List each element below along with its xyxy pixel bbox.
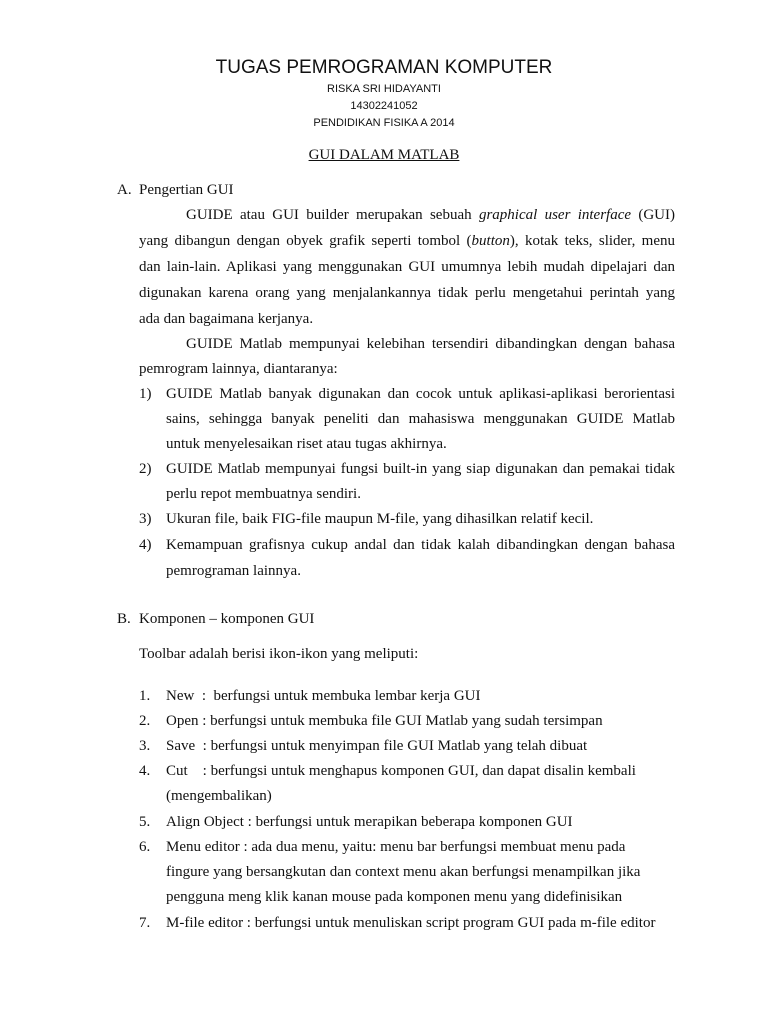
para1-line4: digunakan karena orang yang menjalankannya tidak perlu mengetahui perintah yang <box>139 285 675 301</box>
list-a-item-4-line1: Kemampuan grafisnya cukup andal dan tidak kalah dibandingkan dengan bahasa <box>166 537 675 553</box>
para2-line2: pemrogram lainnya, diantaranya: <box>139 361 338 377</box>
list-b-item-2: Open : berfungsi untuk membuka file GUI Matlab yang sudah tersimpan <box>166 713 603 729</box>
para1-line5: ada dan bagaimana kerjanya. <box>139 311 314 327</box>
section-a-marker: A. <box>117 182 132 198</box>
list-b-item-7: M-file editor : berfungsi untuk menuliskan script program GUI pada m-file editor <box>166 915 656 931</box>
section-a-heading: Pengertian GUI <box>139 182 234 198</box>
list-b-item-6-line1: Menu editor : ada dua menu, yaitu: menu bar berfungsi membuat menu pada <box>166 839 626 855</box>
document-title: TUGAS PEMROGRAMAN KOMPUTER <box>215 57 553 78</box>
study-program: PENDIDIKAN FISIKA A 2014 <box>313 117 455 129</box>
section-b-marker: B. <box>117 611 131 627</box>
list-b-marker-1: 1. <box>139 688 151 704</box>
list-a-item-3-line1: Ukuran file, baik FIG-file maupun M-file, yang dihasilkan relatif kecil. <box>166 511 594 527</box>
list-b-item-1: New : berfungsi untuk membuka lembar kerja GUI <box>166 688 481 704</box>
para2-line1: GUIDE Matlab mempunyai kelebihan tersendiri dibandingkan dengan bahasa <box>186 336 675 352</box>
list-a-item-1-line1: GUIDE Matlab banyak digunakan dan cocok untuk aplikasi-aplikasi berorientasi <box>166 386 675 402</box>
para1-line3: dan lain-lain. Aplikasi yang menggunakan GUI umumnya lebih mudah dipelajari dan <box>139 259 675 275</box>
para1-line2: yang dibangun dengan obyek grafik seperti tombol (button), kotak teks, slider, menu <box>139 233 675 249</box>
list-a-marker-1: 1) <box>139 386 152 402</box>
list-b-marker-2: 2. <box>139 713 151 729</box>
author-name: RISKA SRI HIDAYANTI <box>327 83 441 95</box>
document-subject: GUI DALAM MATLAB <box>308 147 460 163</box>
list-a-marker-4: 4) <box>139 537 152 553</box>
list-a-item-1-line3: untuk menyelesaikan riset atau tugas akhirnya. <box>166 436 447 452</box>
student-id: 14302241052 <box>350 100 418 112</box>
para1-line1: GUIDE atau GUI builder merupakan sebuah graphical user interface (GUI) <box>186 207 675 223</box>
list-b-marker-5: 5. <box>139 814 151 830</box>
section-b-intro: Toolbar adalah berisi ikon-ikon yang meliputi: <box>139 646 419 662</box>
list-b-marker-6: 6. <box>139 839 151 855</box>
list-b-item-4-line2: (mengembalikan) <box>166 788 272 804</box>
list-a-marker-2: 2) <box>139 461 152 477</box>
list-a-item-4-line2: pemrograman lainnya. <box>166 563 301 579</box>
list-b-marker-7: 7. <box>139 915 151 931</box>
list-a-marker-3: 3) <box>139 511 152 527</box>
list-a-item-2-line1: GUIDE Matlab mempunyai fungsi built-in yang siap digunakan dan pemakai tidak <box>166 461 675 477</box>
section-b-heading: Komponen – komponen GUI <box>139 611 315 627</box>
list-b-marker-4: 4. <box>139 763 151 779</box>
list-b-item-5: Align Object : berfungsi untuk merapikan beberapa komponen GUI <box>166 814 573 830</box>
list-b-item-3: Save : berfungsi untuk menyimpan file GUI Matlab yang telah dibuat <box>166 738 588 754</box>
list-a-item-2-line2: perlu repot membuatnya sendiri. <box>166 486 361 502</box>
list-b-item-6-line3: pengguna meng klik kanan mouse pada komponen menu yang didefinisikan <box>166 889 623 905</box>
list-b-item-6-line2: fingure yang bersangkutan dan context menu akan berfungsi menampilkan jika <box>166 864 641 880</box>
list-a-item-1-line2: sains, sehingga banyak peneliti dan mahasiswa menggunakan GUIDE Matlab <box>166 411 675 427</box>
list-b-marker-3: 3. <box>139 738 151 754</box>
list-b-item-4-line1: Cut : berfungsi untuk menghapus komponen GUI, dan dapat disalin kembali <box>166 763 636 779</box>
